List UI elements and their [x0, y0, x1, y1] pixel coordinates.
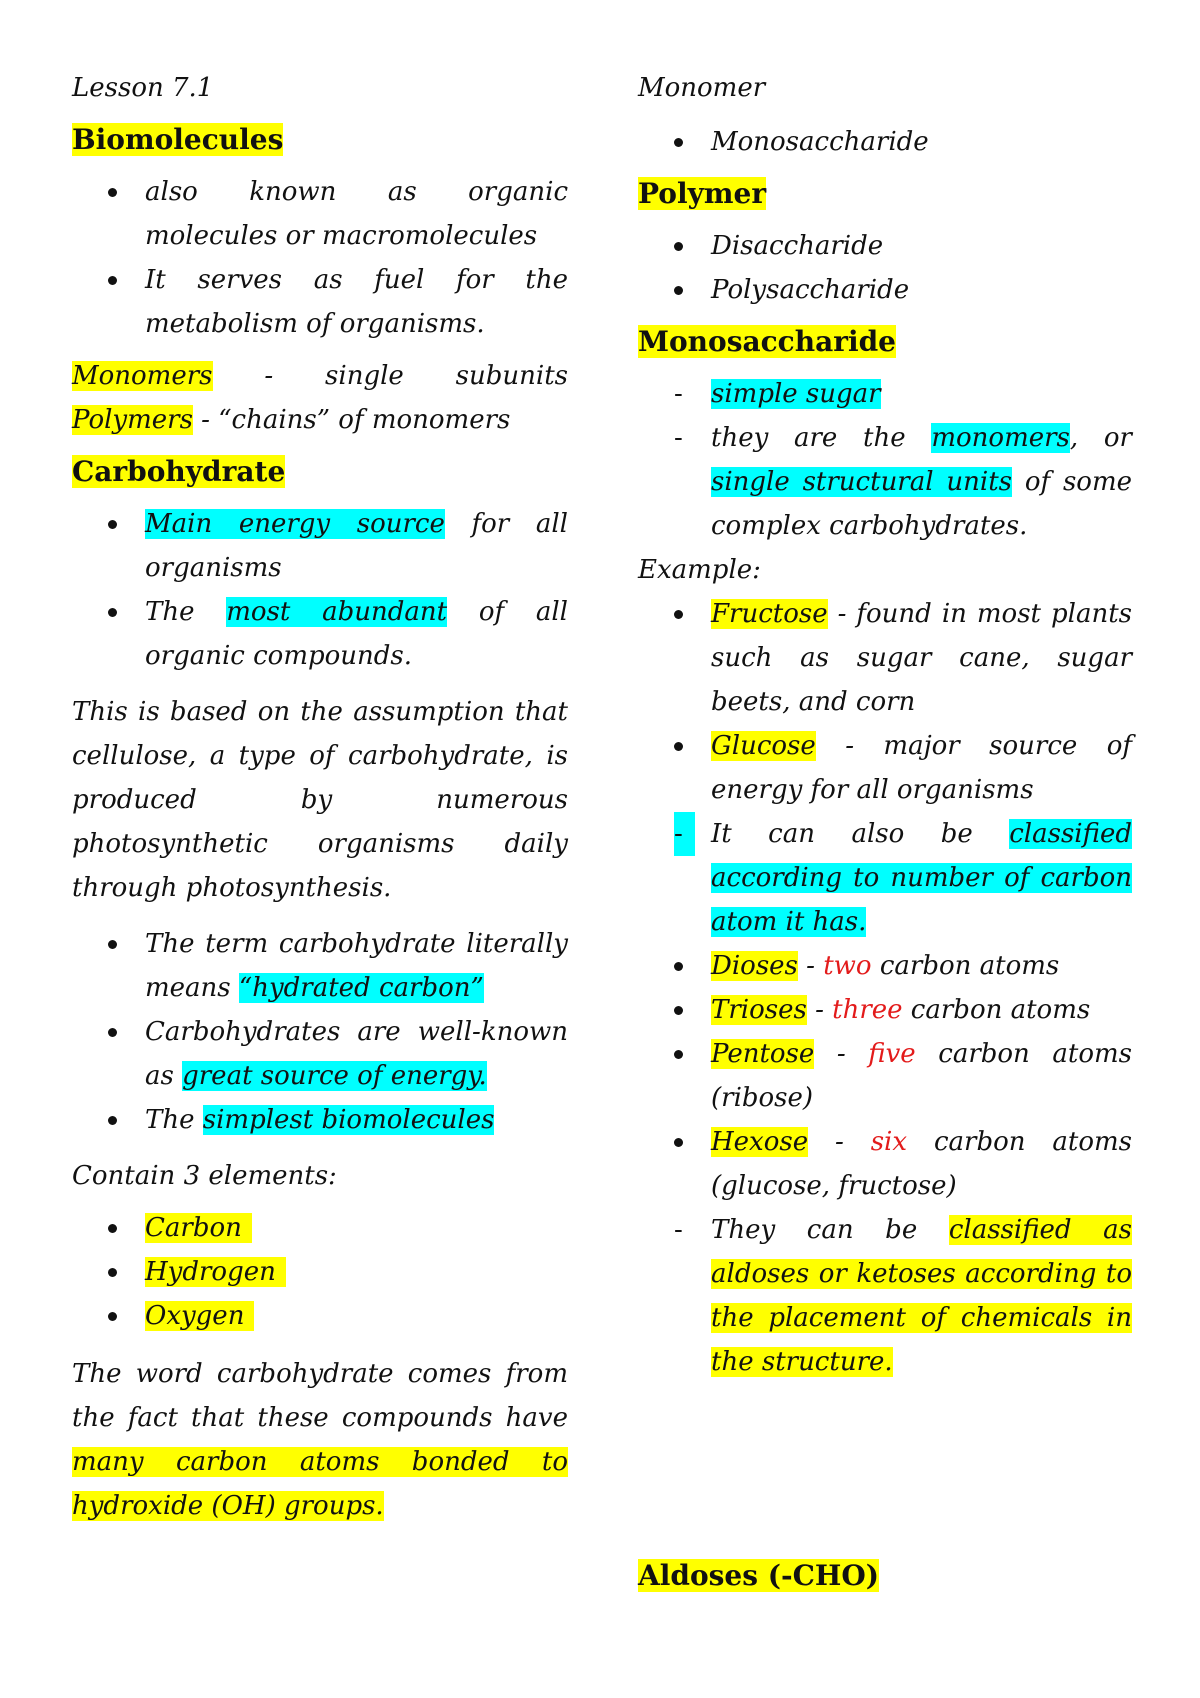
monomer-list — [638, 120, 1132, 164]
highlight: simplest biomolecules — [202, 1105, 495, 1135]
list-item — [638, 812, 1132, 944]
carbohydrate-list — [72, 502, 568, 678]
list-item — [638, 372, 1132, 416]
highlight: Trioses — [711, 995, 807, 1025]
list-item-text: of some complex carbohydrates. — [711, 467, 1132, 541]
list-item-text: for all organisms — [145, 509, 568, 583]
monomer-label: Monomer — [638, 73, 766, 103]
list-item-text: - found in most plants such as sugar cane, sugar beets, and corn — [711, 599, 1132, 717]
list-item — [638, 988, 1132, 1032]
highlight: Pentose — [711, 1039, 815, 1069]
list-item — [638, 1032, 1132, 1120]
list-item-text: - — [806, 995, 833, 1025]
list-item: Monosaccharide — [638, 120, 1132, 164]
heading-polymer-text: Polymer — [638, 177, 767, 210]
highlight: Main energy source — [145, 509, 445, 539]
list-item — [72, 502, 568, 590]
highlight: classified according to number of carbon atom it has. — [711, 819, 1132, 937]
list-item-text: It can also be — [711, 819, 1010, 849]
list-item-text: , or — [1069, 423, 1132, 453]
list-item-text: - major source of energy for all organisms — [711, 731, 1132, 805]
highlight: Hexose — [711, 1127, 809, 1157]
highlight: single structural units — [711, 467, 1012, 497]
carbon-count: two — [823, 951, 872, 981]
polymers-term: Polymers — [72, 405, 193, 435]
polymers-def: - “chains” of monomers — [192, 405, 511, 435]
list-item-text: of all organic compounds. — [145, 597, 568, 671]
list-item: Polysaccharide — [638, 268, 1132, 312]
highlight: classified as aldoses or ketoses according to the placement of chemicals in the structure. — [711, 1215, 1133, 1377]
list-item — [72, 1010, 568, 1098]
list-item: It serves as fuel for the metabolism of organisms. — [72, 258, 568, 346]
list-item: also known as organic molecules or macromolecules — [72, 170, 568, 258]
list-item-text: Carbohydrates are well-known as — [145, 1017, 568, 1091]
element-carbon: Carbon — [145, 1213, 252, 1243]
list-item — [72, 1206, 568, 1250]
list-item: Disaccharide — [638, 224, 1132, 268]
list-item-text: The — [145, 597, 227, 627]
heading-monosaccharide-text: Monosaccharide — [638, 325, 896, 358]
list-item-text: carbon atoms — [871, 951, 1060, 981]
highlight: many carbon atoms bonded to hydroxide (OH) groups. — [72, 1447, 568, 1521]
heading-monosaccharide — [638, 322, 1132, 362]
list-item — [638, 416, 1132, 548]
carbon-count: five — [868, 1039, 916, 1069]
elements-list — [72, 1206, 568, 1338]
heading-biomolecules-text: Biomolecules — [72, 123, 284, 156]
list-item — [72, 1250, 568, 1294]
list-item-text: The — [145, 1105, 203, 1135]
list-item — [638, 724, 1132, 812]
list-item — [638, 592, 1132, 724]
list-item — [72, 590, 568, 678]
list-item — [638, 1208, 1132, 1384]
carbon-count: six — [870, 1127, 908, 1157]
element-oxygen: Oxygen — [145, 1301, 254, 1331]
monomers-def: - single subunits — [212, 361, 568, 391]
list-item-text: carbon atoms (ribose) — [711, 1039, 1132, 1113]
heading-aldoses — [638, 1556, 879, 1596]
heading-carbohydrate — [72, 452, 568, 492]
list-item-text: - — [797, 951, 824, 981]
highlight: “hydrated carbon” — [238, 973, 484, 1003]
word-paragraph — [72, 1352, 568, 1528]
element-hydrogen: Hydrogen — [145, 1257, 286, 1287]
list-item-text: - — [808, 1127, 871, 1157]
list-item-text: they are the — [711, 423, 932, 453]
biomolecules-list — [72, 170, 568, 346]
example-list — [638, 592, 1132, 1384]
highlight: Fructose — [711, 599, 828, 629]
list-item-text: carbon atoms (glucose, fructose) — [711, 1127, 1132, 1201]
highlight: Glucose — [711, 731, 816, 761]
paragraph-text: The word carbohydrate comes from the fact that these compounds have — [72, 1359, 568, 1433]
elements-intro: Contain 3 elements: — [72, 1161, 337, 1191]
highlight: most abundant — [226, 597, 448, 627]
highlight: Dioses — [711, 951, 798, 981]
term-list — [72, 922, 568, 1142]
assumption-paragraph: This is based on the assumption that cellulose, a type of carbohydrate, is produced by numerous photosynthetic organisms daily through photosynthesis. — [72, 697, 568, 903]
heading-carbohydrate-text: Carbohydrate — [72, 455, 286, 488]
monosaccharide-list — [638, 372, 1132, 548]
list-item — [638, 1120, 1132, 1208]
list-item-text: The term carbohydrate literally means — [145, 929, 568, 1003]
polymer-list — [638, 224, 1132, 312]
lesson-label: Lesson 7.1 — [72, 73, 214, 103]
carbon-count: three — [832, 995, 903, 1025]
heading-aldoses-text: Aldoses (-CHO) — [638, 1559, 879, 1592]
list-item — [72, 922, 568, 1010]
monomers-term: Monomers — [72, 361, 213, 391]
list-item — [72, 1098, 568, 1142]
left-column — [72, 66, 568, 1536]
polymers-definition — [72, 398, 568, 442]
list-item-text: They can be — [711, 1215, 949, 1245]
heading-biomolecules — [72, 120, 568, 160]
heading-polymer — [638, 174, 1132, 214]
list-item-text: carbon atoms — [902, 995, 1091, 1025]
example-label: Example: — [638, 555, 761, 585]
highlight: simple sugar — [711, 379, 881, 409]
list-item — [638, 944, 1132, 988]
list-item — [72, 1294, 568, 1338]
list-item-text: - — [814, 1039, 869, 1069]
highlight: great source of energy. — [182, 1061, 487, 1091]
monomers-definition — [72, 354, 568, 398]
highlight: monomers — [931, 423, 1070, 453]
right-column — [638, 66, 1133, 1592]
